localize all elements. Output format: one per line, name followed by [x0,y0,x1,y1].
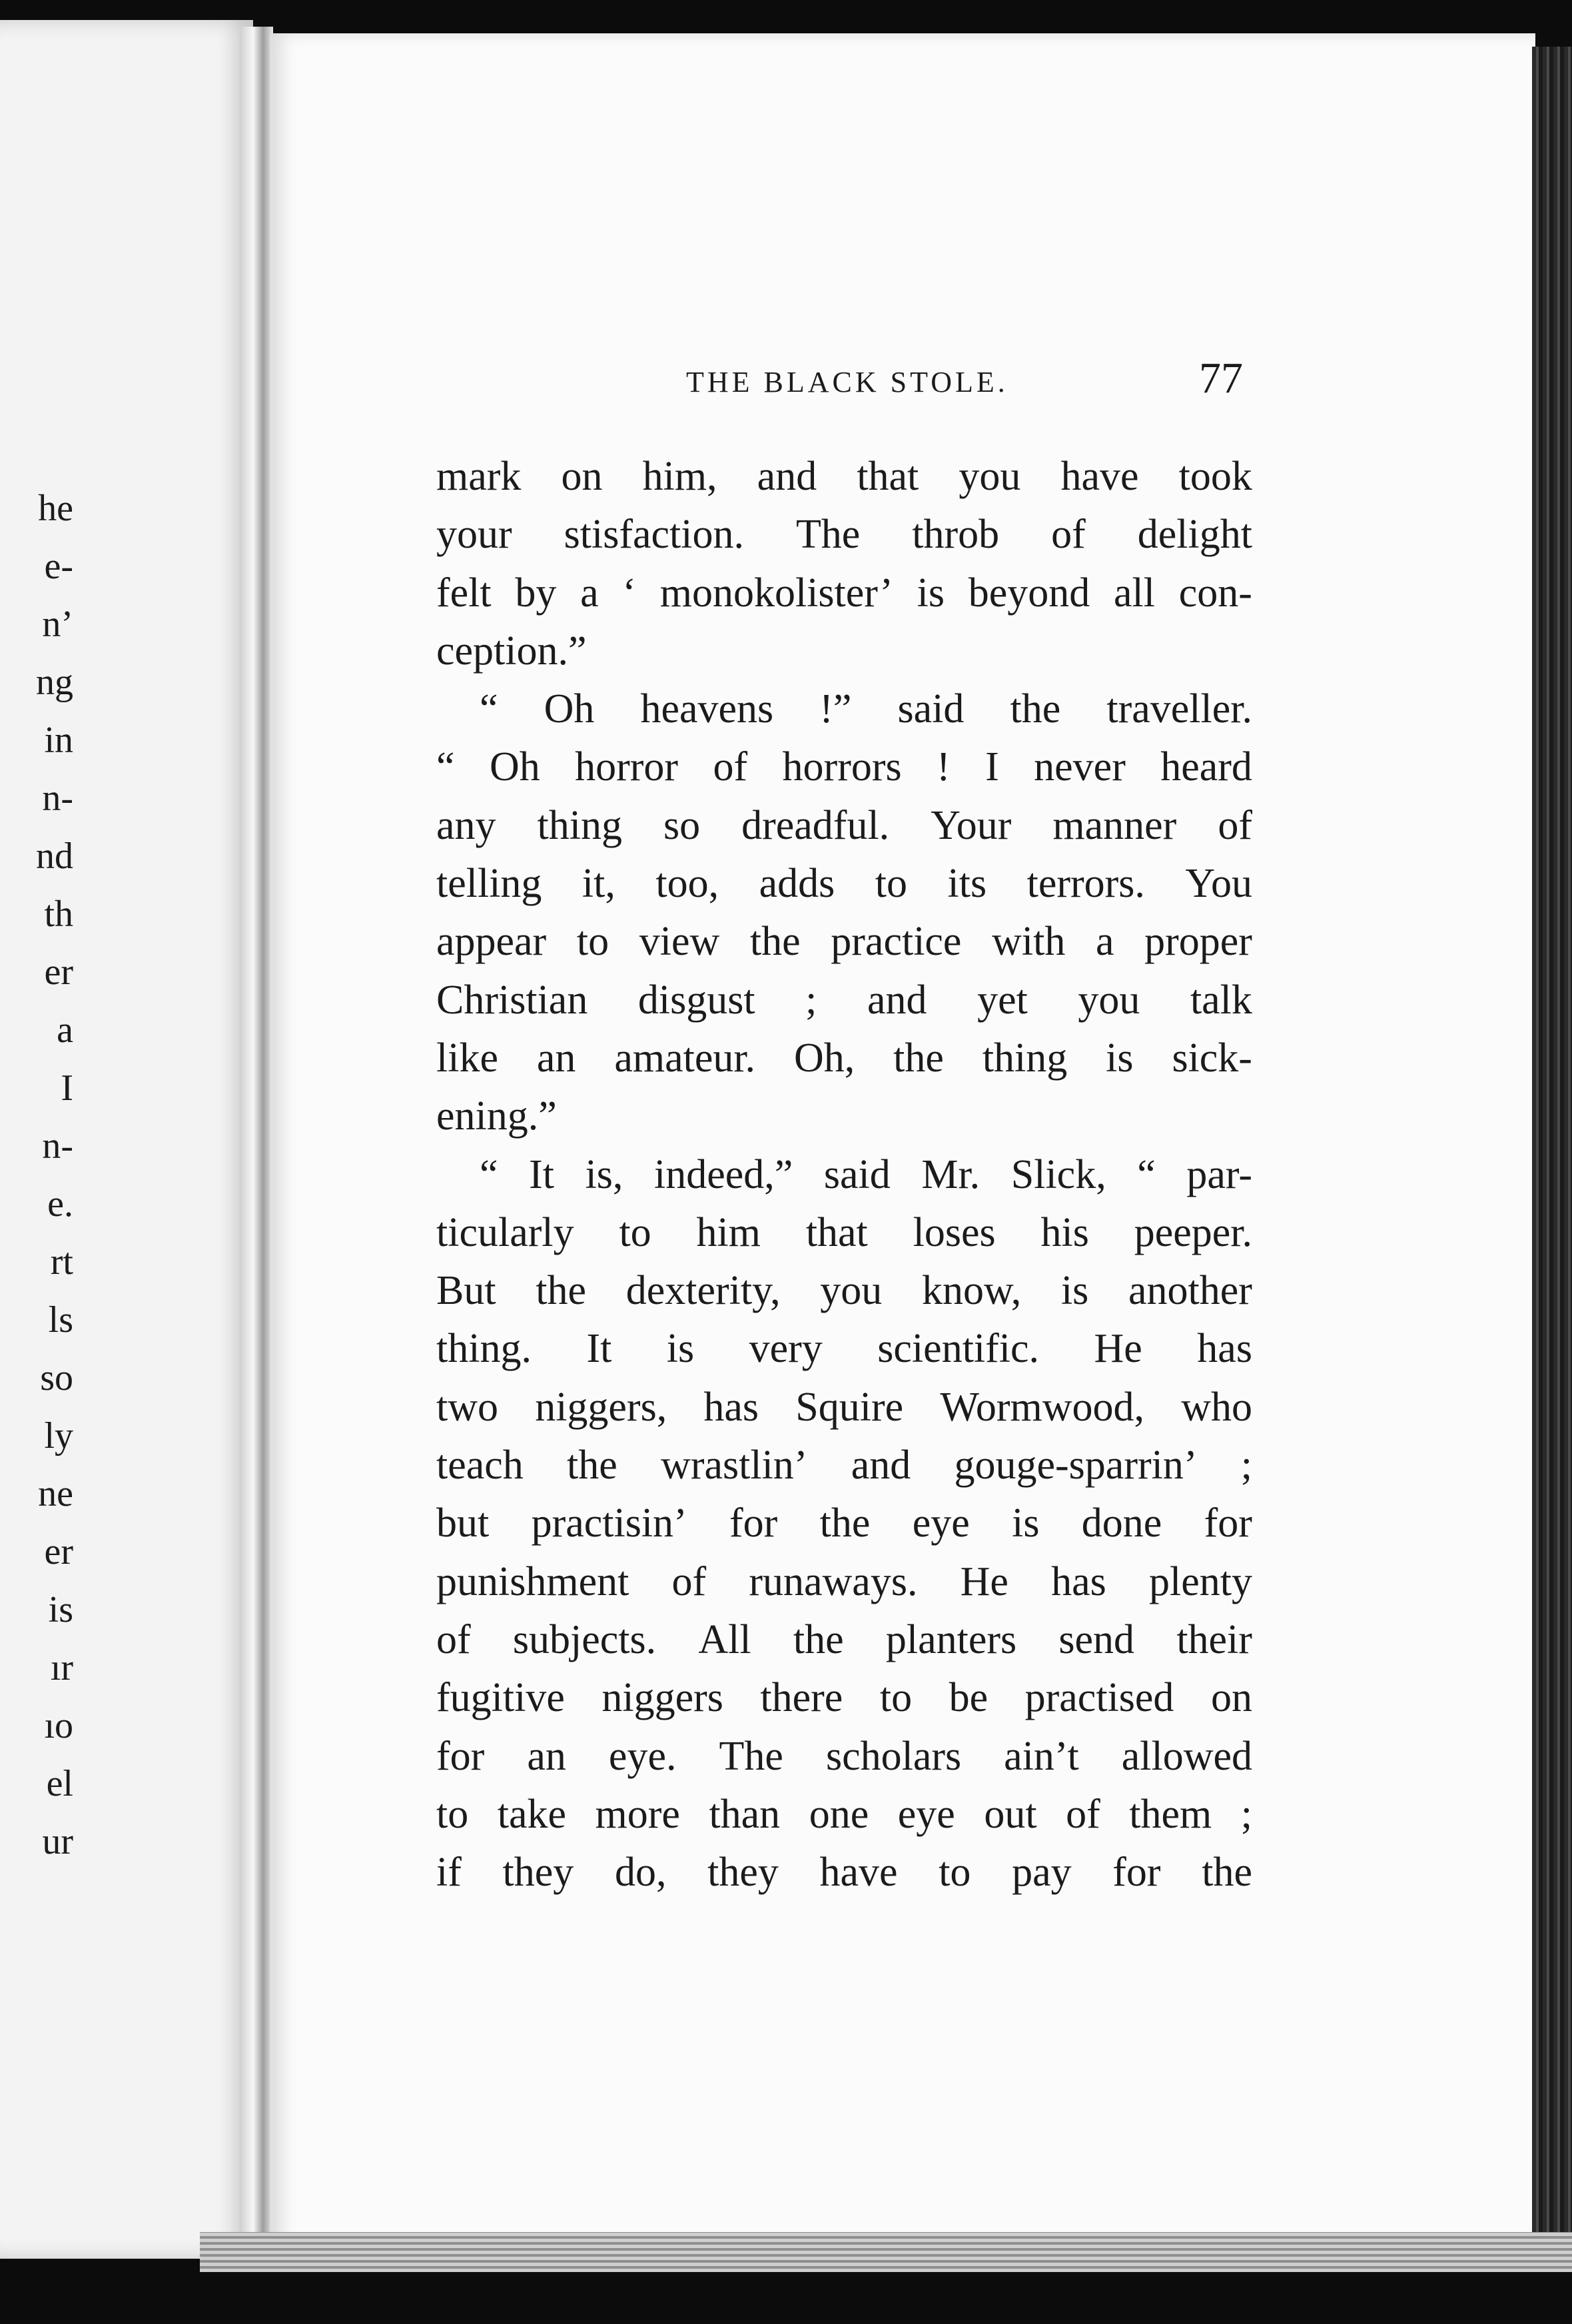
left-page-fragment: ng [36,662,73,703]
text-line: punishment of runaways. He has plenty [436,1558,1252,1604]
left-page-fragment: el [46,1763,73,1804]
left-page-fragment: er [44,1531,73,1572]
left-page-fragment: e. [47,1183,73,1225]
left-page-fragment: he [38,488,73,529]
bottom-page-edges [200,2232,1572,2272]
left-page-fragment: ly [44,1415,73,1456]
left-page-fragment: in [44,720,73,761]
text-line: felt by a ‘ monokolister’ is beyond all con- [436,570,1252,616]
text-line: teach the wrastlin’ and gouge-sparrin’ ; [436,1443,1252,1488]
text-line: mark on him, and that you have took [436,454,1252,499]
text-line: ticularly to him that loses his peeper. [436,1209,1252,1255]
body-text [436,448,1252,1902]
left-page-fragment: ur [42,1821,73,1862]
left-page-fragment: er [44,951,73,993]
text-line: telling it, too, adds to its terrors. You [436,861,1252,907]
text-line: any thing so dreadful. Your manner of [436,802,1252,848]
left-page-fragment: nd [36,836,73,877]
left-facing-page [0,20,253,2259]
text-line: Christian disgust ; and yet you talk [436,977,1252,1023]
text-line: appear to view the practice with a proper [436,919,1252,965]
text-line: But the dexterity, you know, is another [436,1268,1252,1314]
page-number: 77 [1199,354,1243,402]
text-line: ception.” [436,628,587,674]
book-gutter [240,27,273,2252]
left-page-fragment: n’ [42,604,73,645]
running-head: THE BLACK STOLE. [686,366,1008,398]
left-page-fragment: n- [42,1125,73,1167]
left-page-fragment: rt [50,1241,73,1283]
text-line: if they do, they have to pay for the [436,1850,1252,1896]
left-page-fragment: ls [48,1299,73,1341]
text-line: of subjects. All the planters send their [436,1616,1252,1662]
text-line: like an amateur. Oh, the thing is sick- [436,1035,1252,1081]
left-page-fragment: th [44,893,73,935]
text-line: to take more than one eye out of them ; [436,1791,1252,1837]
text-line: ening.” [436,1093,557,1139]
text-line: two niggers, has Squire Wormwood, who [436,1384,1252,1430]
left-page-fragment: so [40,1357,73,1399]
text-line: for an eye. The scholars ain’t allowed [436,1733,1252,1779]
left-page-fragment: I [61,1067,73,1109]
left-page-fragment: n- [42,778,73,819]
left-page-fragment: is [48,1589,73,1630]
text-line: but practisin’ for the eye is done for [436,1500,1252,1546]
left-page-fragment: a [57,1009,73,1051]
text-line: “ It is, indeed,” said Mr. Slick, “ par- [480,1151,1252,1197]
page-edges [1532,47,1572,2265]
text-line: “ Oh heavens !” said the traveller. [480,686,1252,732]
left-page-fragment: ne [38,1473,73,1514]
left-page-fragment: e- [44,546,73,587]
text-line: your stisfaction. The throb of delight [436,512,1252,558]
left-page-fragment: ır [50,1647,73,1688]
text-line: “ Oh horror of horrors ! I never heard [436,744,1252,790]
text-line: fugitive niggers there to be practised on [436,1675,1252,1721]
left-page-text-fragments [0,480,73,1871]
left-page-fragment: ıo [44,1705,73,1746]
text-line: thing. It is very scientific. He has [436,1326,1252,1372]
